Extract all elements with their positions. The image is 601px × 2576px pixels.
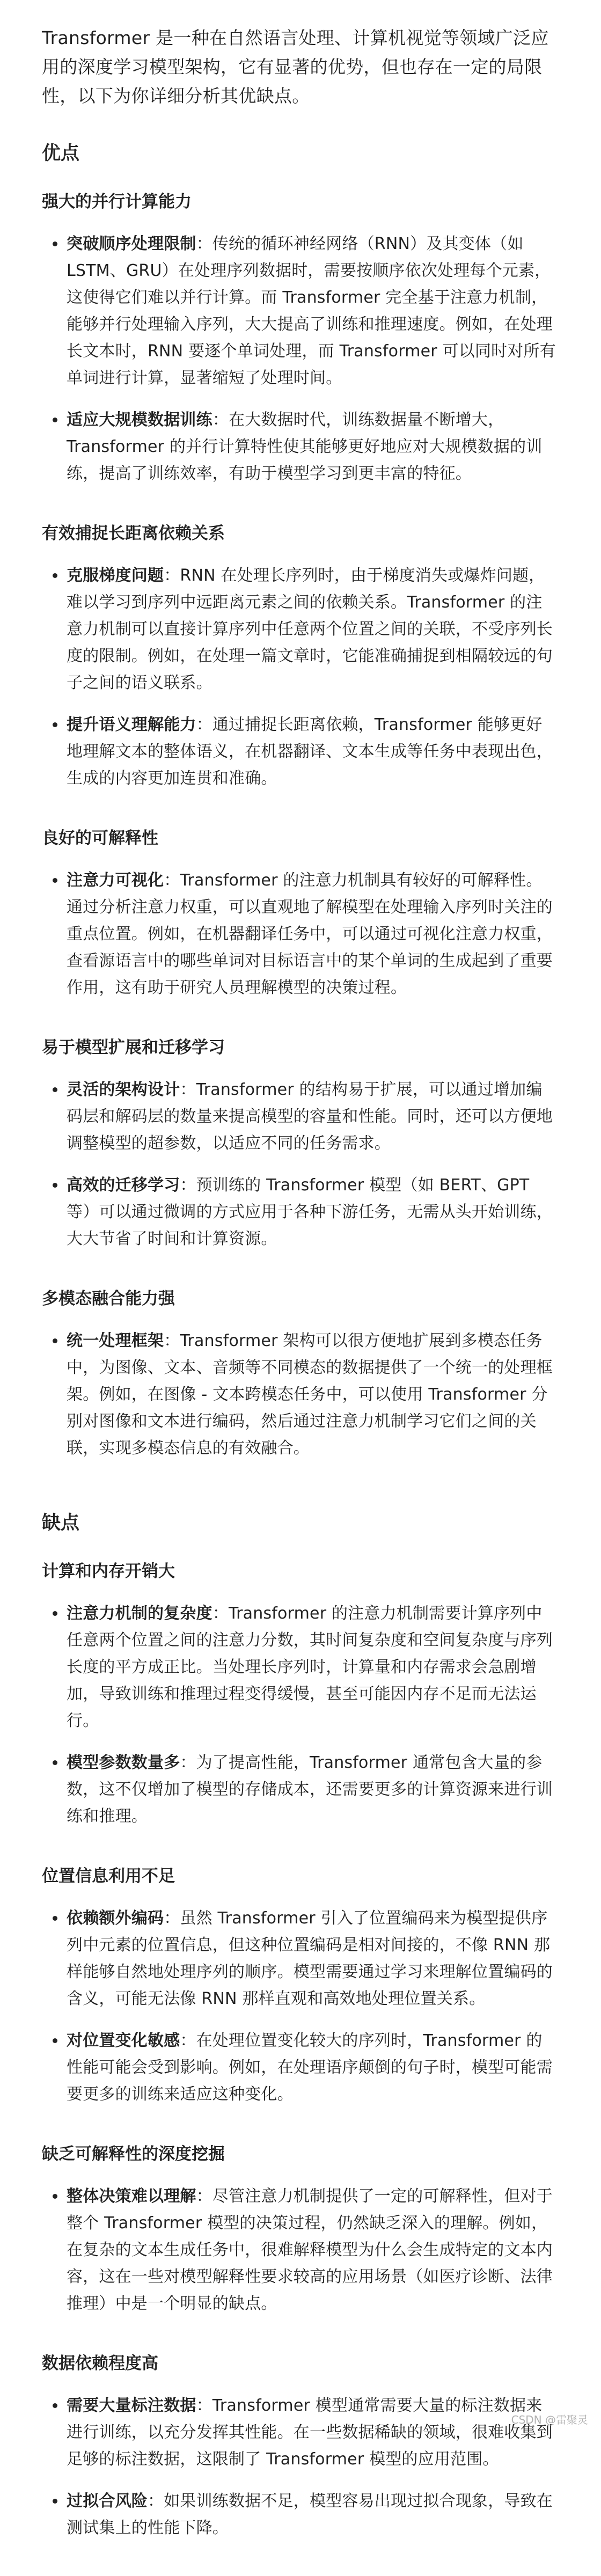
item-term: 提升语义理解能力 xyxy=(67,715,196,734)
group-heading: 有效捕捉长距离依赖关系 xyxy=(42,524,225,543)
bullet-dot-icon xyxy=(53,2403,57,2408)
list-item xyxy=(42,407,558,487)
section-heading: 优点 xyxy=(42,143,80,164)
list-item xyxy=(42,2183,558,2317)
bullet-dot-icon xyxy=(53,1338,57,1343)
item-text: ：虽然 Transformer 引入了位置编码来为模型提供序列中元素的位置信息，但这种位置编码是相对间接的，不像 RNN 那样能够自然地处理序列的顺序。模型需要通过学习来理解位置编码的含义，可能无法像 RNN 那样直观和高效地处理位置关系。 xyxy=(67,1909,553,2008)
bullet-list xyxy=(42,1328,558,1462)
item-term: 高效的迁移学习 xyxy=(67,1176,180,1195)
list-item xyxy=(42,2488,558,2542)
item-text: ：在大数据时代，训练数据量不断增大，Transformer 的并行计算特性使其能够更好地应对大规模数据的训练，提高了训练效率，有助于模型学习到更丰富的特征。 xyxy=(67,411,543,483)
item-text: ：Transformer 架构可以很方便地扩展到多模态任务中，为图像、文本、音频等不同模态的数据提供了一个统一的处理框架。例如，在图像 - 文本跨模态任务中，可以使用 Transformer 分别对图像和文本进行编码，然后通过注意力机制学习它们之间的关联，实现多模态信息的有效融合。 xyxy=(67,1331,553,1458)
item-text: ：Transformer 模型通常需要大量的标注数据来进行训练，以充分发挥其性能。在一些数据稀缺的领域，很难收集到足够的标注数据，这限制了 Transformer 模型的应用范围。 xyxy=(67,2396,553,2469)
item-term: 注意力可视化 xyxy=(67,871,164,890)
document-body xyxy=(42,24,558,2576)
item-text: ：如果训练数据不足，模型容易出现过拟合现象，导致在测试集上的性能下降。 xyxy=(67,2492,553,2537)
list-item xyxy=(42,1905,558,2012)
bullet-dot-icon xyxy=(53,1087,57,1092)
group-heading: 位置信息利用不足 xyxy=(42,1867,175,1886)
item-term: 整体决策难以理解 xyxy=(67,2187,196,2206)
bullet-list xyxy=(42,1905,558,2108)
item-text: ：Transformer 的注意力机制需要计算序列中任意两个位置之间的注意力分数，其时间复杂度和空间复杂度与序列长度的平方成正比。当处理长序列时，计算量和内存需求会急剧增加，导致训练和推理过程变得缓慢，甚至可能因内存不足而无法运行。 xyxy=(67,1604,553,1730)
group-heading: 良好的可解释性 xyxy=(42,829,158,848)
bullet-dot-icon xyxy=(53,2194,57,2199)
bullet-list xyxy=(42,2392,558,2542)
item-text: ：传统的循环神经网络（RNN）及其变体（如 LSTM、GRU）在处理序列数据时，需要按顺序依次处理每个元素，这使得它们难以并行计算。而 Transformer 完全基于注意力机制，能够并行处理输入序列，大大提高了训练和推理速度。例如，在处理长文本时，RNN 要逐个单词处理，而 Transformer 可以同时对所有单词进行计算，显著缩短了处理时间。 xyxy=(67,235,556,387)
bullet-dot-icon xyxy=(53,573,57,578)
group-heading: 数据依赖程度高 xyxy=(42,2354,158,2373)
bullet-dot-icon xyxy=(53,2038,57,2043)
list-item xyxy=(42,1600,558,1735)
intro-paragraph: Transformer 是一种在自然语言处理、计算机视觉等领域广泛应用的深度学习模型架构，它有显著的优势，但也存在一定的局限性，以下为你详细分析其优缺点。 xyxy=(42,27,549,106)
bullet-list xyxy=(42,1600,558,1830)
bullet-list xyxy=(42,562,558,792)
item-term: 模型参数数量多 xyxy=(67,1753,180,1772)
item-text: ：RNN 在处理长序列时，由于梯度消失或爆炸问题，难以学习到序列中远距离元素之间的依赖关系。Transformer 的注意力机制可以直接计算序列中任意两个位置之间的关联，不受序列长度的限制。例如，在处理一篇文章时，它能准确捕捉到相隔较远的句子之间的语义联系。 xyxy=(67,566,553,692)
group-heading: 强大的并行计算能力 xyxy=(42,192,192,211)
list-item xyxy=(42,231,558,392)
bullet-dot-icon xyxy=(53,418,57,422)
group-heading: 易于模型扩展和迁移学习 xyxy=(42,1038,225,1057)
item-term: 适应大规模数据训练 xyxy=(67,411,212,429)
item-term: 克服梯度问题 xyxy=(67,566,164,585)
section-spacer xyxy=(42,1496,558,1510)
item-term: 灵活的架构设计 xyxy=(67,1080,180,1099)
item-term: 对位置变化敏感 xyxy=(67,2031,180,2050)
bullet-dot-icon xyxy=(53,2499,57,2504)
bullet-dot-icon xyxy=(53,1611,57,1616)
bullet-dot-icon xyxy=(53,722,57,727)
bullet-list xyxy=(42,2183,558,2317)
list-item xyxy=(42,2392,558,2473)
item-term: 过拟合风险 xyxy=(67,2492,148,2511)
bullet-dot-icon xyxy=(53,878,57,883)
item-text: ：预训练的 Transformer 模型（如 BERT、GPT 等）可以通过微调的方式应用于各种下游任务，无需从头开始训练，大大节省了时间和计算资源。 xyxy=(67,1176,553,1248)
group-heading: 缺乏可解释性的深度挖掘 xyxy=(42,2145,225,2164)
item-term: 统一处理框架 xyxy=(67,1331,164,1350)
list-item xyxy=(42,2028,558,2108)
list-item xyxy=(42,867,558,1001)
list-item xyxy=(42,1077,558,1157)
csdn-watermark: CSDN @雷聚灵 xyxy=(511,2413,588,2426)
item-text: ：在处理位置变化较大的序列时，Transformer 的性能可能会受到影响。例如，在处理语序颠倒的句子时，模型可能需要更多的训练来适应这种变化。 xyxy=(67,2031,553,2104)
item-text: ：Transformer 的结构易于扩展，可以通过增加编码层和解码层的数量来提高模型的容量和性能。同时，还可以方便地调整模型的超参数，以适应不同的任务需求。 xyxy=(67,1080,553,1153)
list-item xyxy=(42,562,558,697)
bullet-dot-icon xyxy=(53,1760,57,1765)
list-item xyxy=(42,712,558,792)
list-item xyxy=(42,1750,558,1830)
item-term: 需要大量标注数据 xyxy=(67,2396,196,2415)
list-item xyxy=(42,1172,558,1253)
bullet-list xyxy=(42,867,558,1001)
item-term: 依赖额外编码 xyxy=(67,1909,164,1928)
item-text: ：尽管注意力机制提供了一定的可解释性，但对于整个 Transformer 模型的决策过程，仍然缺乏深入的理解。例如，在复杂的文本生成任务中，很难解释模型为什么会生成特定的文本内容，这在一些对模型解释性要求较高的应用场景（如医疗诊断、法律推理）中是一个明显的缺点。 xyxy=(67,2187,553,2313)
sections-container xyxy=(42,141,558,2542)
item-term: 注意力机制的复杂度 xyxy=(67,1604,212,1623)
section-heading: 缺点 xyxy=(42,1512,80,1534)
item-term: 突破顺序处理限制 xyxy=(67,235,196,253)
item-text: ：通过捕捉长距离依赖，Transformer 能够更好地理解文本的整体语义，在机器翻译、文本生成等任务中表现出色，生成的内容更加连贯和准确。 xyxy=(67,715,553,788)
group-heading: 多模态融合能力强 xyxy=(42,1289,175,1308)
item-text: ：Transformer 的注意力机制具有较好的可解释性。通过分析注意力权重，可以直观地了解模型在处理输入序列时关注的重点位置。例如，在机器翻译任务中，可以通过可视化注意力权重，查看源语言中的哪些单词对目标语言中的某个单词的生成起到了重要作用，这有助于研究人员理解模型的决策过程。 xyxy=(67,871,553,997)
group-heading: 计算和内存开销大 xyxy=(42,1562,175,1581)
bullet-dot-icon xyxy=(53,1916,57,1921)
list-item xyxy=(42,1328,558,1462)
bullet-list xyxy=(42,231,558,487)
bullet-list xyxy=(42,1077,558,1253)
bullet-dot-icon xyxy=(53,241,57,246)
bullet-dot-icon xyxy=(53,1183,57,1188)
item-text: ：为了提高性能，Transformer 通常包含大量的参数，这不仅增加了模型的存储成本，还需要更多的计算资源来进行训练和推理。 xyxy=(67,1753,553,1826)
